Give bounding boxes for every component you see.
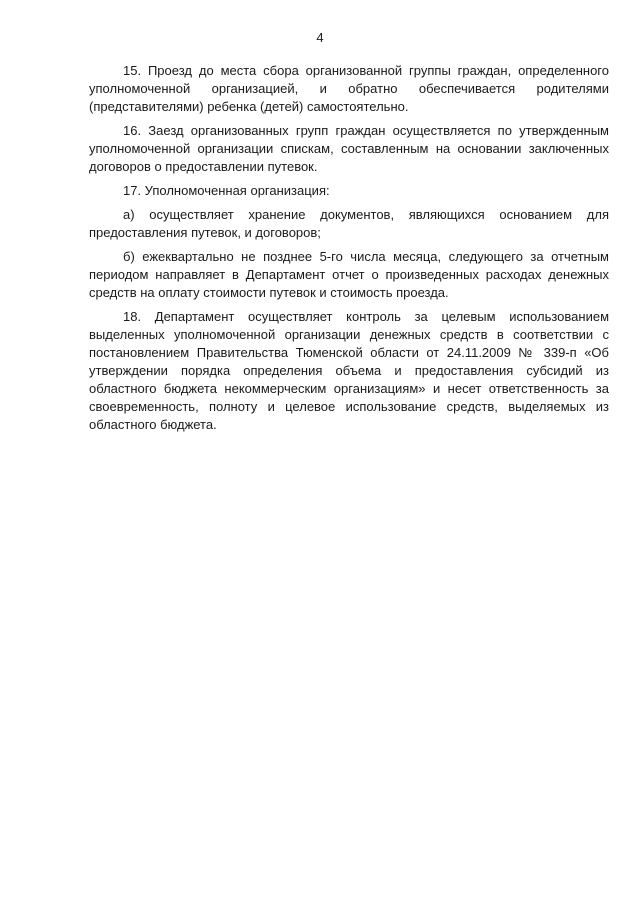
paragraph-17-a: а) осуществляет хранение документов, являющихся основанием для предоставления путевок, и договоров; [89, 207, 609, 240]
paragraph-17-b: б) ежеквартально не позднее 5-го числа месяца, следующего за отчетным периодом направляет в Департамент отчет о произведенных расходах денежных средств на оплату стоимости путевок и стоимость проезда. [89, 249, 609, 300]
document-body [89, 62, 609, 440]
paragraph-15: 15. Проезд до места сбора организованной группы граждан, определенного уполномоченной организацией, и обратно обеспечивается родителями (представителями) ребенка (детей) самостоятельно. [89, 63, 609, 114]
paragraph-16: 16. Заезд организованных групп граждан осуществляется по утвержденным уполномоченной организации спискам, составленным на основании заключенных договоров о предоставлении путевок. [89, 123, 609, 174]
paragraph-18: 18. Департамент осуществляет контроль за целевым использованием выделенных уполномоченной организации денежных средств в соответствии с постановлением Правительства Тюменской области от 24.11.2009 № 339-п «Об утверждении порядка определения объема и предоставления субсидий из областного бюджета некоммерческим организациям» и несет ответственность за своевременность, полноту и целевое использование средств, выделяемых из областного бюджета. [89, 309, 609, 432]
paragraph-17: 17. Уполномоченная организация: [123, 183, 330, 198]
page-number: 4 [316, 30, 324, 45]
